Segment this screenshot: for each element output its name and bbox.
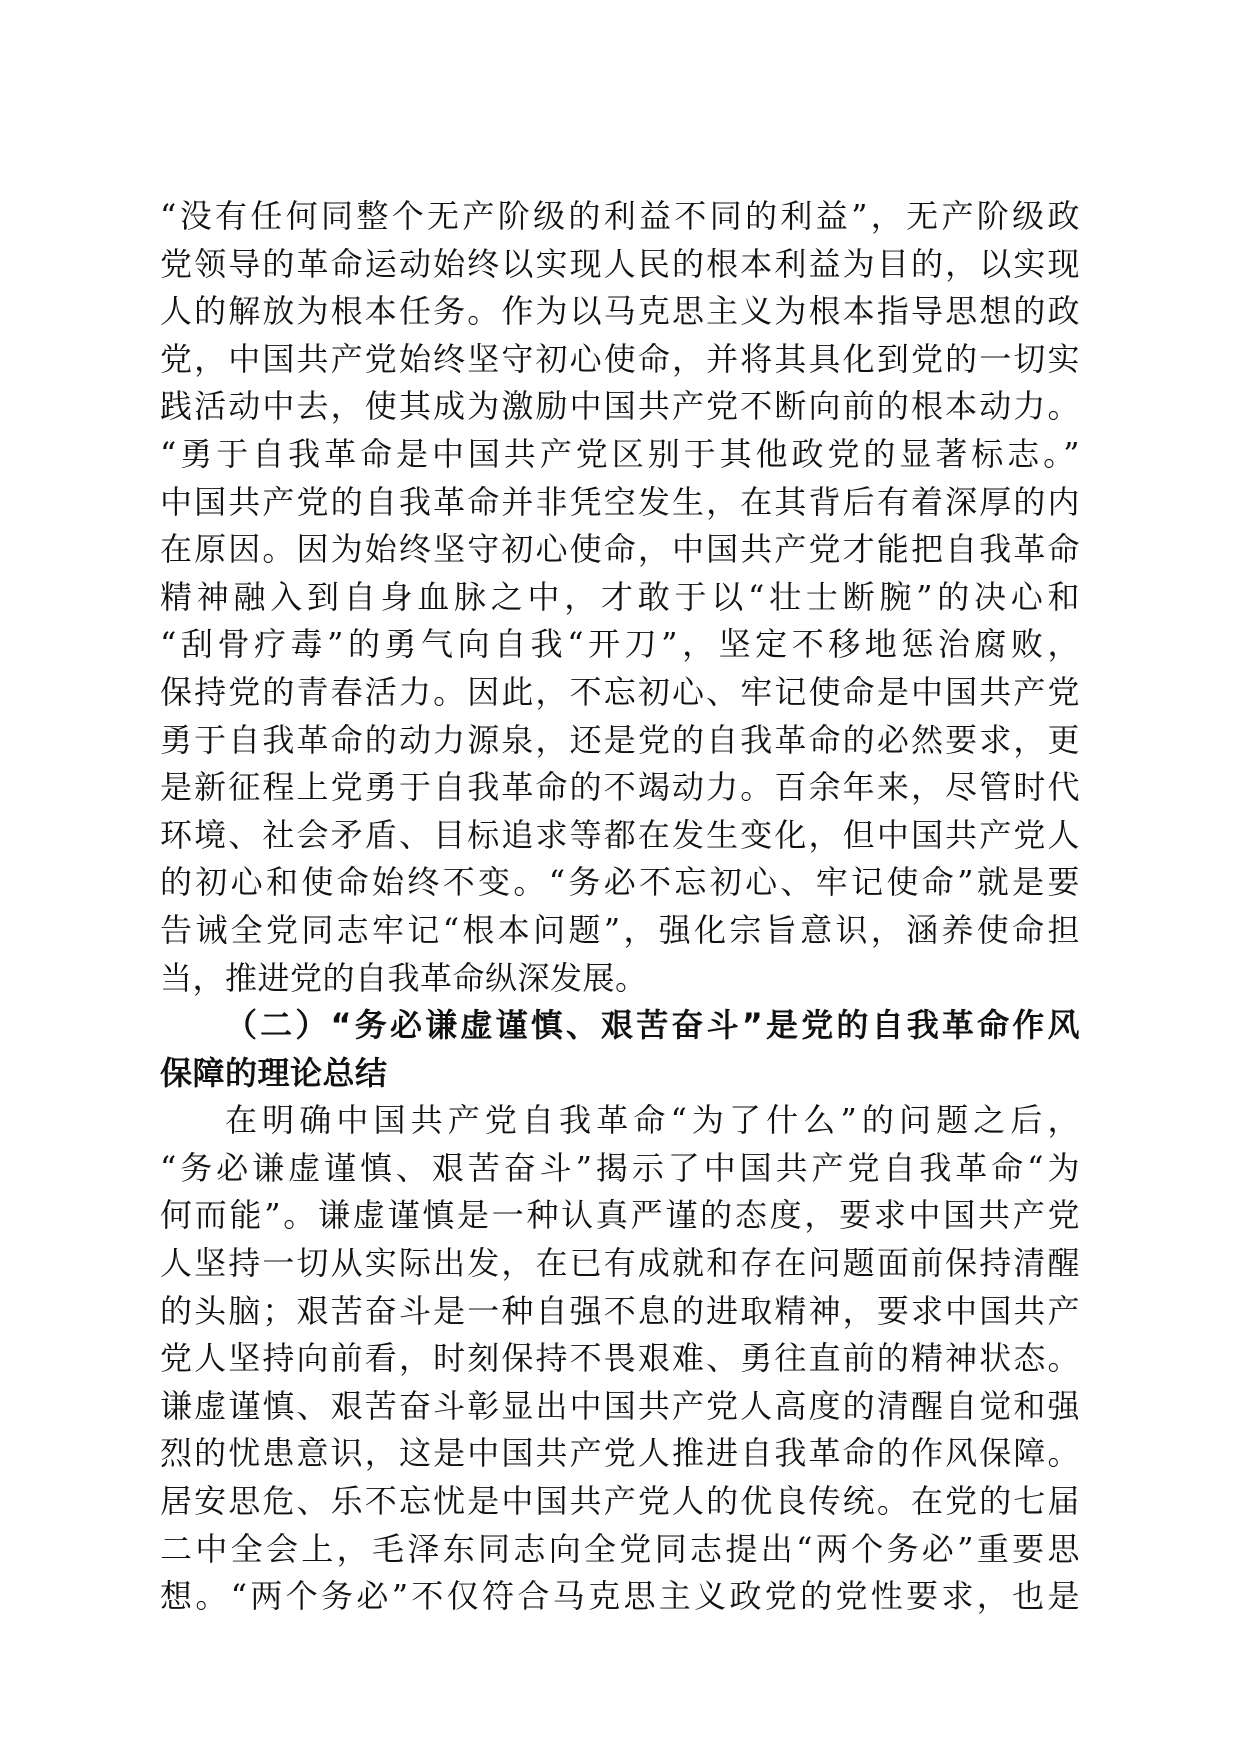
text-line: 勇于自我革命的动力源泉，还是党的自我革命的必然要求，更 bbox=[160, 720, 1080, 759]
text-line: 的头脑；艰苦奋斗是一种自强不息的进取精神，要求中国共产 bbox=[160, 1291, 1080, 1330]
text-line: 党人坚持向前看，时刻保持不畏艰难、勇往直前的精神状态。 bbox=[160, 1339, 1080, 1378]
text-line: 的初心和使命始终不变。“务必不忘初心、牢记使命”就是要 bbox=[160, 863, 1080, 902]
text-line: 党，中国共产党始终坚守初心使命，并将其具化到党的一切实 bbox=[160, 339, 1080, 378]
paragraph-end-line: 当，推进党的自我革命纵深发展。 bbox=[160, 958, 648, 997]
text-line: 人坚持一切从实际出发，在已有成就和存在问题面前保持清醒 bbox=[160, 1244, 1080, 1283]
text-line: 烈的忧患意识，这是中国共产党人推进自我革命的作风保障。 bbox=[160, 1434, 1080, 1473]
text-line: “勇于自我革命是中国共产党区别于其他政党的显著标志。” bbox=[160, 434, 1080, 473]
text-line: 环境、社会矛盾、目标追求等都在发生变化，但中国共产党人 bbox=[160, 815, 1080, 854]
text-line: 二中全会上，毛泽东同志向全党同志提出“两个务必”重要思 bbox=[160, 1529, 1080, 1568]
text-line: 是新征程上党勇于自我革命的不竭动力。百余年来，尽管时代 bbox=[160, 768, 1080, 807]
text-line: 中国共产党的自我革命并非凭空发生，在其背后有着深厚的内 bbox=[160, 482, 1080, 521]
paragraph-start-line: 在明确中国共产党自我革命“为了什么”的问题之后， bbox=[225, 1101, 1080, 1140]
text-line: 人的解放为根本任务。作为以马克思主义为根本指导思想的政 bbox=[160, 292, 1080, 331]
text-line: 谦虚谨慎、艰苦奋斗彰显出中国共产党人高度的清醒自觉和强 bbox=[160, 1386, 1080, 1425]
text-line: 何而能”。谦虚谨慎是一种认真严谨的态度，要求中国共产党 bbox=[160, 1196, 1080, 1235]
text-line: “没有任何同整个无产阶级的利益不同的利益”，无产阶级政 bbox=[160, 197, 1080, 235]
text-line: “务必谦虚谨慎、艰苦奋斗”揭示了中国共产党自我革命“为 bbox=[160, 1148, 1080, 1187]
document-body bbox=[160, 193, 1080, 1621]
text-line: 告诫全党同志牢记“根本问题”，强化宗旨意识，涵养使命担 bbox=[160, 910, 1080, 949]
text-line: 践活动中去，使其成为激励中国共产党不断向前的根本动力。 bbox=[160, 387, 1080, 426]
text-line: 在原因。因为始终坚守初心使命，中国共产党才能把自我革命 bbox=[160, 530, 1080, 569]
text-line: 想。“两个务必”不仅符合马克思主义政党的党性要求，也是 bbox=[160, 1577, 1080, 1616]
text-line: 党领导的革命运动始终以实现人民的根本利益为目的，以实现 bbox=[160, 244, 1080, 283]
section-heading-continued: 保障的理论总结 bbox=[160, 1053, 388, 1092]
text-line: 居安思危、乐不忘忧是中国共产党人的优良传统。在党的七届 bbox=[160, 1482, 1080, 1521]
text-line: 精神融入到自身血脉之中，才敢于以“壮士断腕”的决心和 bbox=[160, 577, 1080, 616]
text-line: 保持党的青春活力。因此，不忘初心、牢记使命是中国共产党 bbox=[160, 672, 1080, 711]
section-heading: （二）“务必谦虚谨慎、艰苦奋斗”是党的自我革命作风 bbox=[225, 1006, 1080, 1045]
text-line: “刮骨疗毒”的勇气向自我“开刀”，坚定不移地惩治腐败， bbox=[160, 625, 1080, 664]
